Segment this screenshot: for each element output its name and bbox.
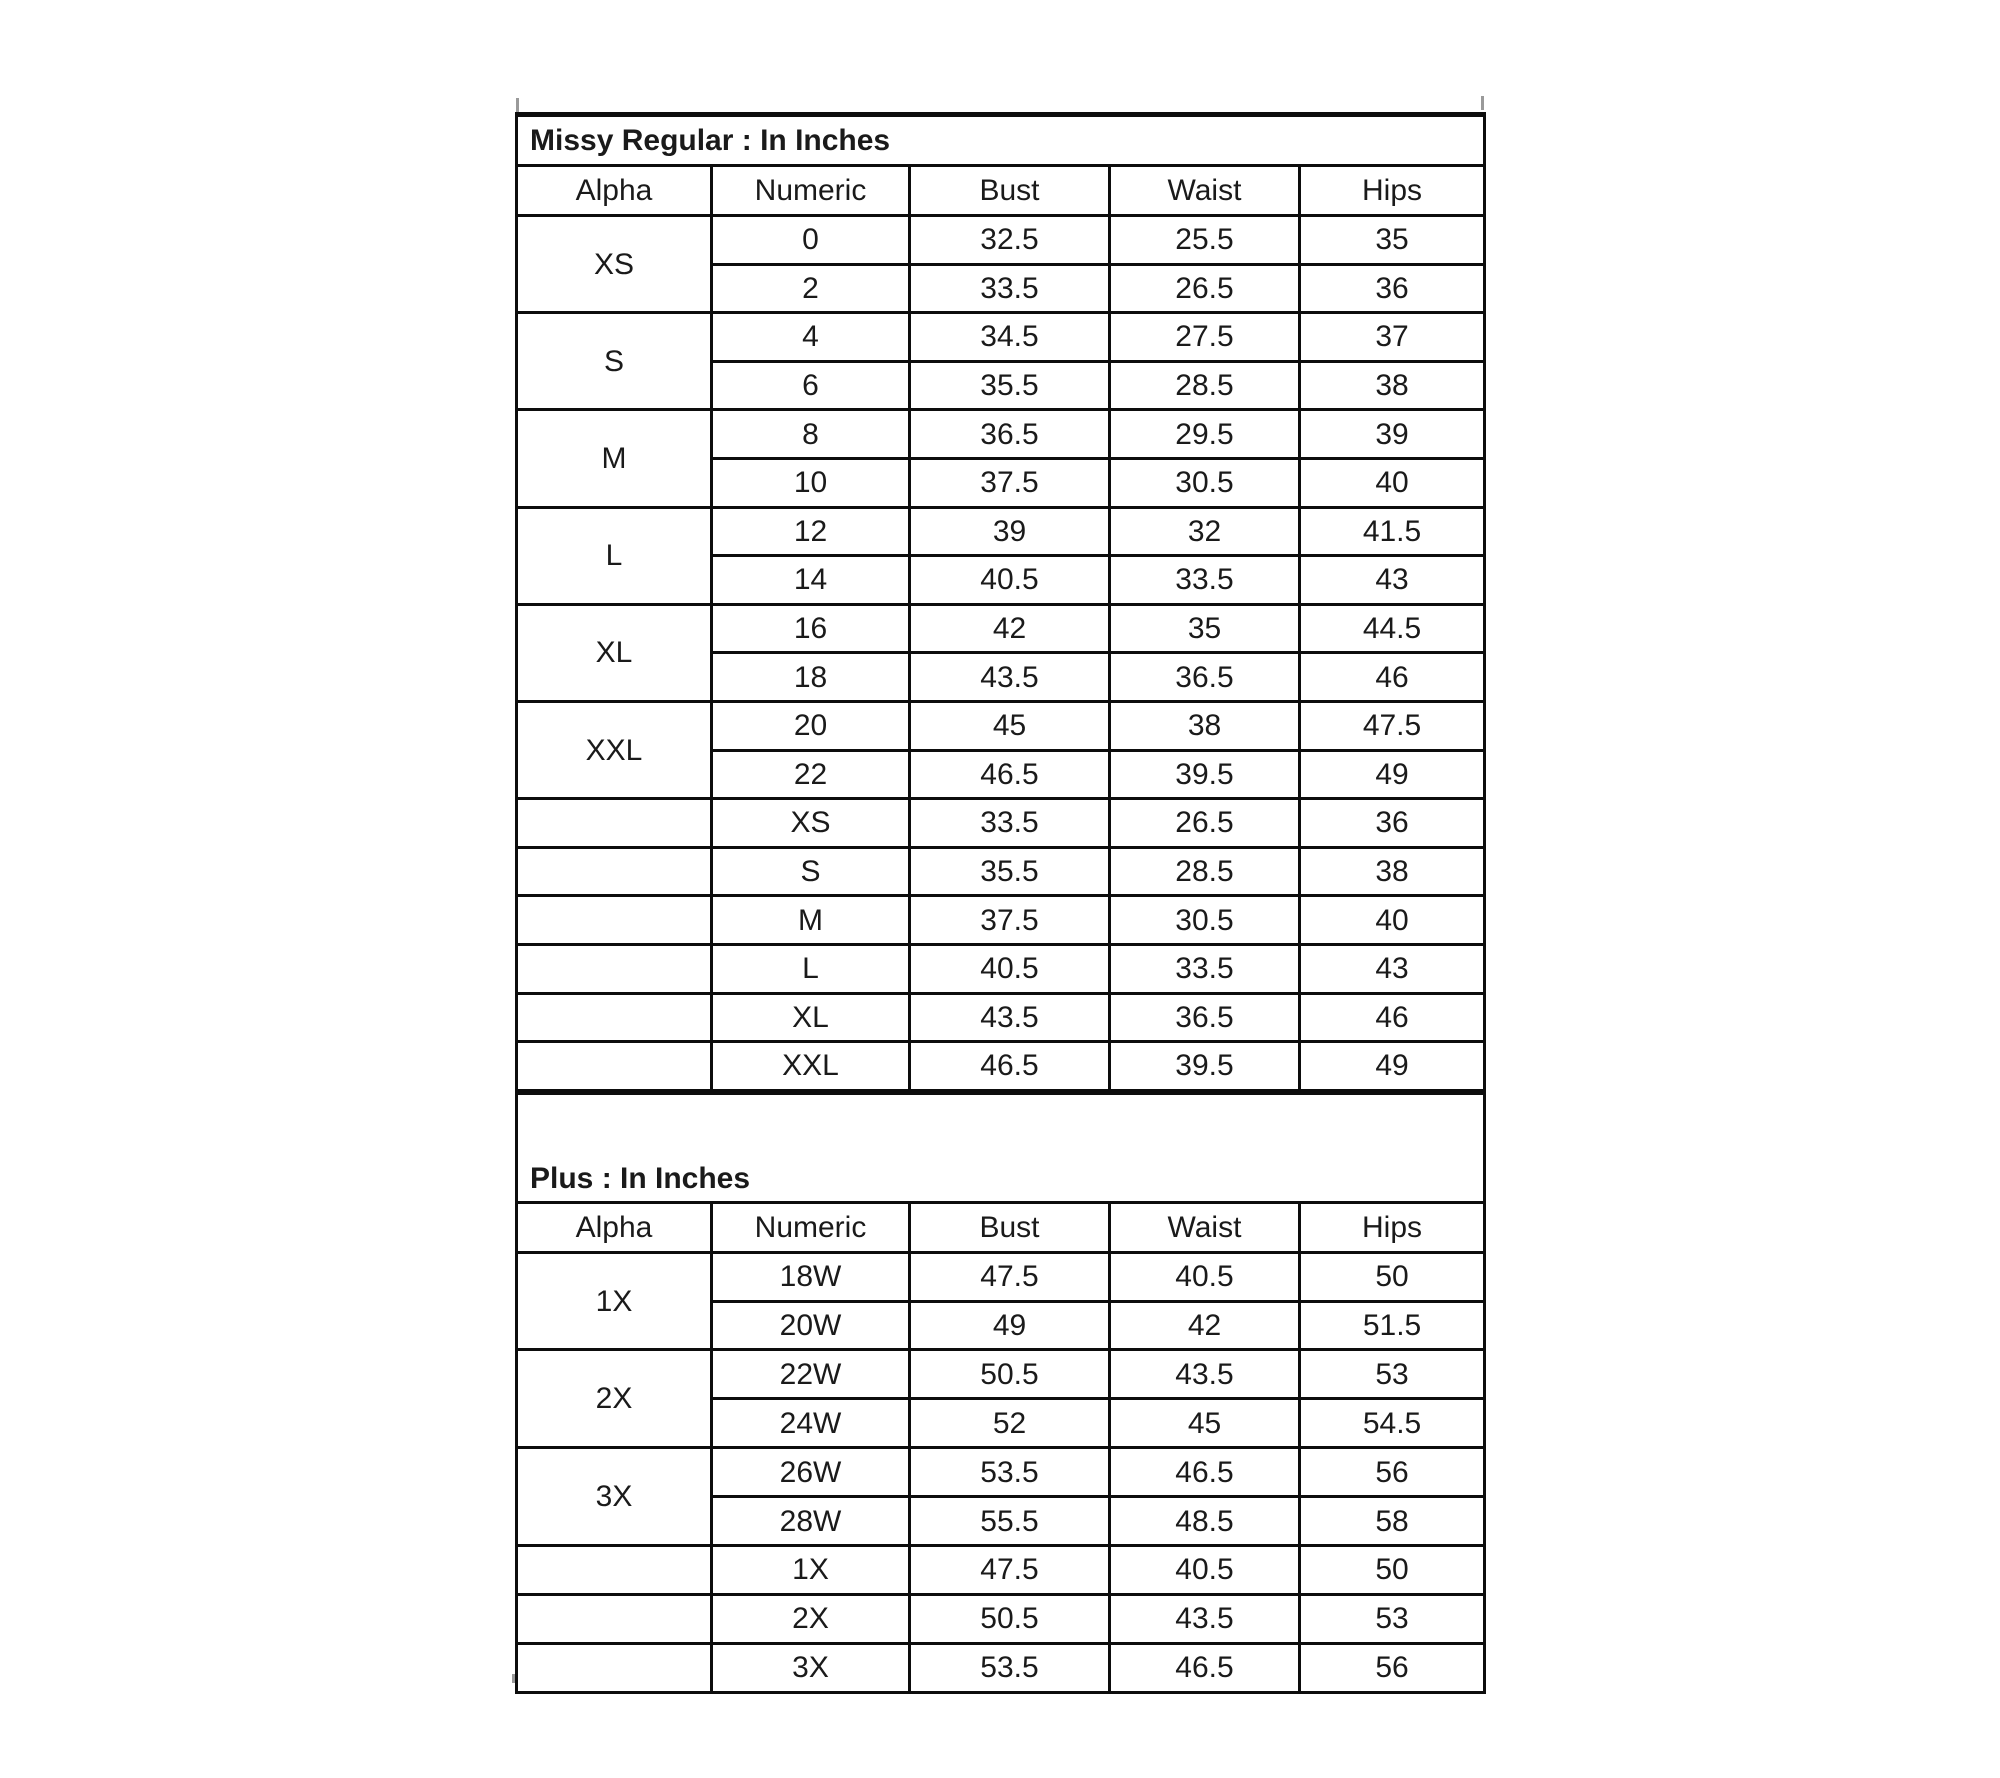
hips-cell: 38 xyxy=(1300,847,1485,896)
numeric-cell: S xyxy=(712,847,910,896)
table-row xyxy=(517,799,1485,848)
hips-cell: 56 xyxy=(1300,1448,1485,1497)
bust-cell: 53.5 xyxy=(910,1448,1110,1497)
waist-cell: 46.5 xyxy=(1110,1643,1300,1692)
bust-cell: 37.5 xyxy=(910,458,1110,507)
bust-cell: 33.5 xyxy=(910,799,1110,848)
waist-cell: 46.5 xyxy=(1110,1448,1300,1497)
numeric-cell: 6 xyxy=(712,361,910,410)
hips-cell: 41.5 xyxy=(1300,507,1485,556)
hips-cell: 46 xyxy=(1300,653,1485,702)
waist-cell: 48.5 xyxy=(1110,1497,1300,1546)
waist-cell: 39.5 xyxy=(1110,1042,1300,1091)
bust-cell: 34.5 xyxy=(910,313,1110,362)
numeric-cell: 12 xyxy=(712,507,910,556)
table-row xyxy=(517,1448,1485,1497)
hips-cell: 35 xyxy=(1300,216,1485,265)
bust-cell: 53.5 xyxy=(910,1643,1110,1692)
alpha-group-cell: 2X xyxy=(517,1350,712,1448)
alpha-empty-cell xyxy=(517,1042,712,1091)
waist-cell: 33.5 xyxy=(1110,556,1300,605)
bust-cell: 43.5 xyxy=(910,993,1110,1042)
waist-cell: 26.5 xyxy=(1110,799,1300,848)
header-cell-alpha: Alpha xyxy=(517,166,712,216)
alpha-group-cell: L xyxy=(517,507,712,604)
bust-cell: 55.5 xyxy=(910,1497,1110,1546)
bust-cell: 40.5 xyxy=(910,556,1110,605)
waist-cell: 30.5 xyxy=(1110,896,1300,945)
table-row xyxy=(517,410,1485,459)
numeric-cell: 22 xyxy=(712,750,910,799)
alpha-group-cell: XL xyxy=(517,604,712,701)
table-row xyxy=(517,993,1485,1042)
header-cell-bust: Bust xyxy=(910,166,1110,216)
table-header-row xyxy=(517,166,1485,216)
bust-cell: 45 xyxy=(910,701,1110,750)
bust-cell: 33.5 xyxy=(910,264,1110,313)
hips-cell: 44.5 xyxy=(1300,604,1485,653)
numeric-cell: 14 xyxy=(712,556,910,605)
bust-cell: 35.5 xyxy=(910,847,1110,896)
table-row xyxy=(517,1252,1485,1301)
crop-tick-top-left xyxy=(516,98,519,112)
numeric-cell: XL xyxy=(712,993,910,1042)
hips-cell: 53 xyxy=(1300,1594,1485,1643)
plus-table xyxy=(515,1092,1486,1694)
hips-cell: 50 xyxy=(1300,1546,1485,1595)
numeric-cell: 20 xyxy=(712,701,910,750)
numeric-cell: 4 xyxy=(712,313,910,362)
bust-cell: 46.5 xyxy=(910,750,1110,799)
numeric-cell: 20W xyxy=(712,1301,910,1350)
waist-cell: 35 xyxy=(1110,604,1300,653)
hips-cell: 51.5 xyxy=(1300,1301,1485,1350)
alpha-empty-cell xyxy=(517,896,712,945)
waist-cell: 40.5 xyxy=(1110,1252,1300,1301)
alpha-group-cell: 3X xyxy=(517,1448,712,1546)
hips-cell: 47.5 xyxy=(1300,701,1485,750)
bust-cell: 52 xyxy=(910,1399,1110,1448)
numeric-cell: L xyxy=(712,944,910,993)
bust-cell: 37.5 xyxy=(910,896,1110,945)
numeric-cell: 26W xyxy=(712,1448,910,1497)
hips-cell: 36 xyxy=(1300,799,1485,848)
waist-cell: 33.5 xyxy=(1110,944,1300,993)
bust-cell: 46.5 xyxy=(910,1042,1110,1091)
hips-cell: 50 xyxy=(1300,1252,1485,1301)
table-row xyxy=(517,604,1485,653)
plus-table-title: Plus : In Inches xyxy=(517,1093,1485,1202)
bust-cell: 50.5 xyxy=(910,1594,1110,1643)
table-row xyxy=(517,216,1485,265)
hips-cell: 43 xyxy=(1300,944,1485,993)
waist-cell: 40.5 xyxy=(1110,1546,1300,1595)
header-cell-waist: Waist xyxy=(1110,1202,1300,1252)
bust-cell: 32.5 xyxy=(910,216,1110,265)
bust-cell: 43.5 xyxy=(910,653,1110,702)
numeric-cell: 2 xyxy=(712,264,910,313)
waist-cell: 36.5 xyxy=(1110,653,1300,702)
alpha-group-cell: XS xyxy=(517,216,712,313)
numeric-cell: 0 xyxy=(712,216,910,265)
numeric-cell: 8 xyxy=(712,410,910,459)
alpha-empty-cell xyxy=(517,944,712,993)
waist-cell: 45 xyxy=(1110,1399,1300,1448)
numeric-cell: 28W xyxy=(712,1497,910,1546)
waist-cell: 28.5 xyxy=(1110,847,1300,896)
table-row xyxy=(517,944,1485,993)
hips-cell: 56 xyxy=(1300,1643,1485,1692)
waist-cell: 42 xyxy=(1110,1301,1300,1350)
bust-cell: 35.5 xyxy=(910,361,1110,410)
numeric-cell: 18W xyxy=(712,1252,910,1301)
crop-tick-top-right xyxy=(1481,96,1484,110)
waist-cell: 26.5 xyxy=(1110,264,1300,313)
bust-cell: 39 xyxy=(910,507,1110,556)
header-cell-bust: Bust xyxy=(910,1202,1110,1252)
numeric-cell: 18 xyxy=(712,653,910,702)
numeric-cell: 24W xyxy=(712,1399,910,1448)
header-cell-hips: Hips xyxy=(1300,166,1485,216)
alpha-empty-cell xyxy=(517,1643,712,1692)
header-cell-hips: Hips xyxy=(1300,1202,1485,1252)
table-row xyxy=(517,1042,1485,1091)
waist-cell: 30.5 xyxy=(1110,458,1300,507)
header-cell-waist: Waist xyxy=(1110,166,1300,216)
bust-cell: 50.5 xyxy=(910,1350,1110,1399)
alpha-empty-cell xyxy=(517,993,712,1042)
hips-cell: 43 xyxy=(1300,556,1485,605)
hips-cell: 37 xyxy=(1300,313,1485,362)
alpha-group-cell: S xyxy=(517,313,712,410)
table-row xyxy=(517,1350,1485,1399)
waist-cell: 28.5 xyxy=(1110,361,1300,410)
waist-cell: 43.5 xyxy=(1110,1594,1300,1643)
alpha-group-cell: M xyxy=(517,410,712,507)
hips-cell: 46 xyxy=(1300,993,1485,1042)
alpha-group-cell: XXL xyxy=(517,701,712,798)
table-row xyxy=(517,1594,1485,1643)
hips-cell: 39 xyxy=(1300,410,1485,459)
hips-cell: 36 xyxy=(1300,264,1485,313)
bust-cell: 47.5 xyxy=(910,1252,1110,1301)
hips-cell: 53 xyxy=(1300,1350,1485,1399)
table-header-row xyxy=(517,1202,1485,1252)
numeric-cell: 3X xyxy=(712,1643,910,1692)
numeric-cell: 22W xyxy=(712,1350,910,1399)
hips-cell: 49 xyxy=(1300,1042,1485,1091)
missy-table-title: Missy Regular : In Inches xyxy=(517,115,1485,166)
hips-cell: 40 xyxy=(1300,896,1485,945)
waist-cell: 25.5 xyxy=(1110,216,1300,265)
waist-cell: 38 xyxy=(1110,701,1300,750)
table-row xyxy=(517,701,1485,750)
waist-cell: 39.5 xyxy=(1110,750,1300,799)
numeric-cell: 1X xyxy=(712,1546,910,1595)
numeric-cell: 10 xyxy=(712,458,910,507)
table-row xyxy=(517,847,1485,896)
alpha-empty-cell xyxy=(517,847,712,896)
numeric-cell: M xyxy=(712,896,910,945)
table-row xyxy=(517,115,1485,166)
waist-cell: 32 xyxy=(1110,507,1300,556)
bust-cell: 36.5 xyxy=(910,410,1110,459)
numeric-cell: XS xyxy=(712,799,910,848)
table-row xyxy=(517,1093,1485,1202)
waist-cell: 36.5 xyxy=(1110,993,1300,1042)
waist-cell: 43.5 xyxy=(1110,1350,1300,1399)
bust-cell: 49 xyxy=(910,1301,1110,1350)
table-row xyxy=(517,313,1485,362)
bust-cell: 40.5 xyxy=(910,944,1110,993)
hips-cell: 38 xyxy=(1300,361,1485,410)
header-cell-numeric: Numeric xyxy=(712,1202,910,1252)
alpha-empty-cell xyxy=(517,1594,712,1643)
size-chart-container xyxy=(515,112,1483,1694)
bust-cell: 42 xyxy=(910,604,1110,653)
header-cell-alpha: Alpha xyxy=(517,1202,712,1252)
hips-cell: 54.5 xyxy=(1300,1399,1485,1448)
numeric-cell: XXL xyxy=(712,1042,910,1091)
table-row xyxy=(517,1546,1485,1595)
hips-cell: 40 xyxy=(1300,458,1485,507)
hips-cell: 58 xyxy=(1300,1497,1485,1546)
missy-regular-table xyxy=(515,112,1486,1092)
alpha-empty-cell xyxy=(517,799,712,848)
table-row xyxy=(517,1643,1485,1692)
alpha-empty-cell xyxy=(517,1546,712,1595)
header-cell-numeric: Numeric xyxy=(712,166,910,216)
bust-cell: 47.5 xyxy=(910,1546,1110,1595)
waist-cell: 29.5 xyxy=(1110,410,1300,459)
alpha-group-cell: 1X xyxy=(517,1252,712,1350)
numeric-cell: 2X xyxy=(712,1594,910,1643)
table-row xyxy=(517,507,1485,556)
waist-cell: 27.5 xyxy=(1110,313,1300,362)
table-row xyxy=(517,896,1485,945)
hips-cell: 49 xyxy=(1300,750,1485,799)
numeric-cell: 16 xyxy=(712,604,910,653)
